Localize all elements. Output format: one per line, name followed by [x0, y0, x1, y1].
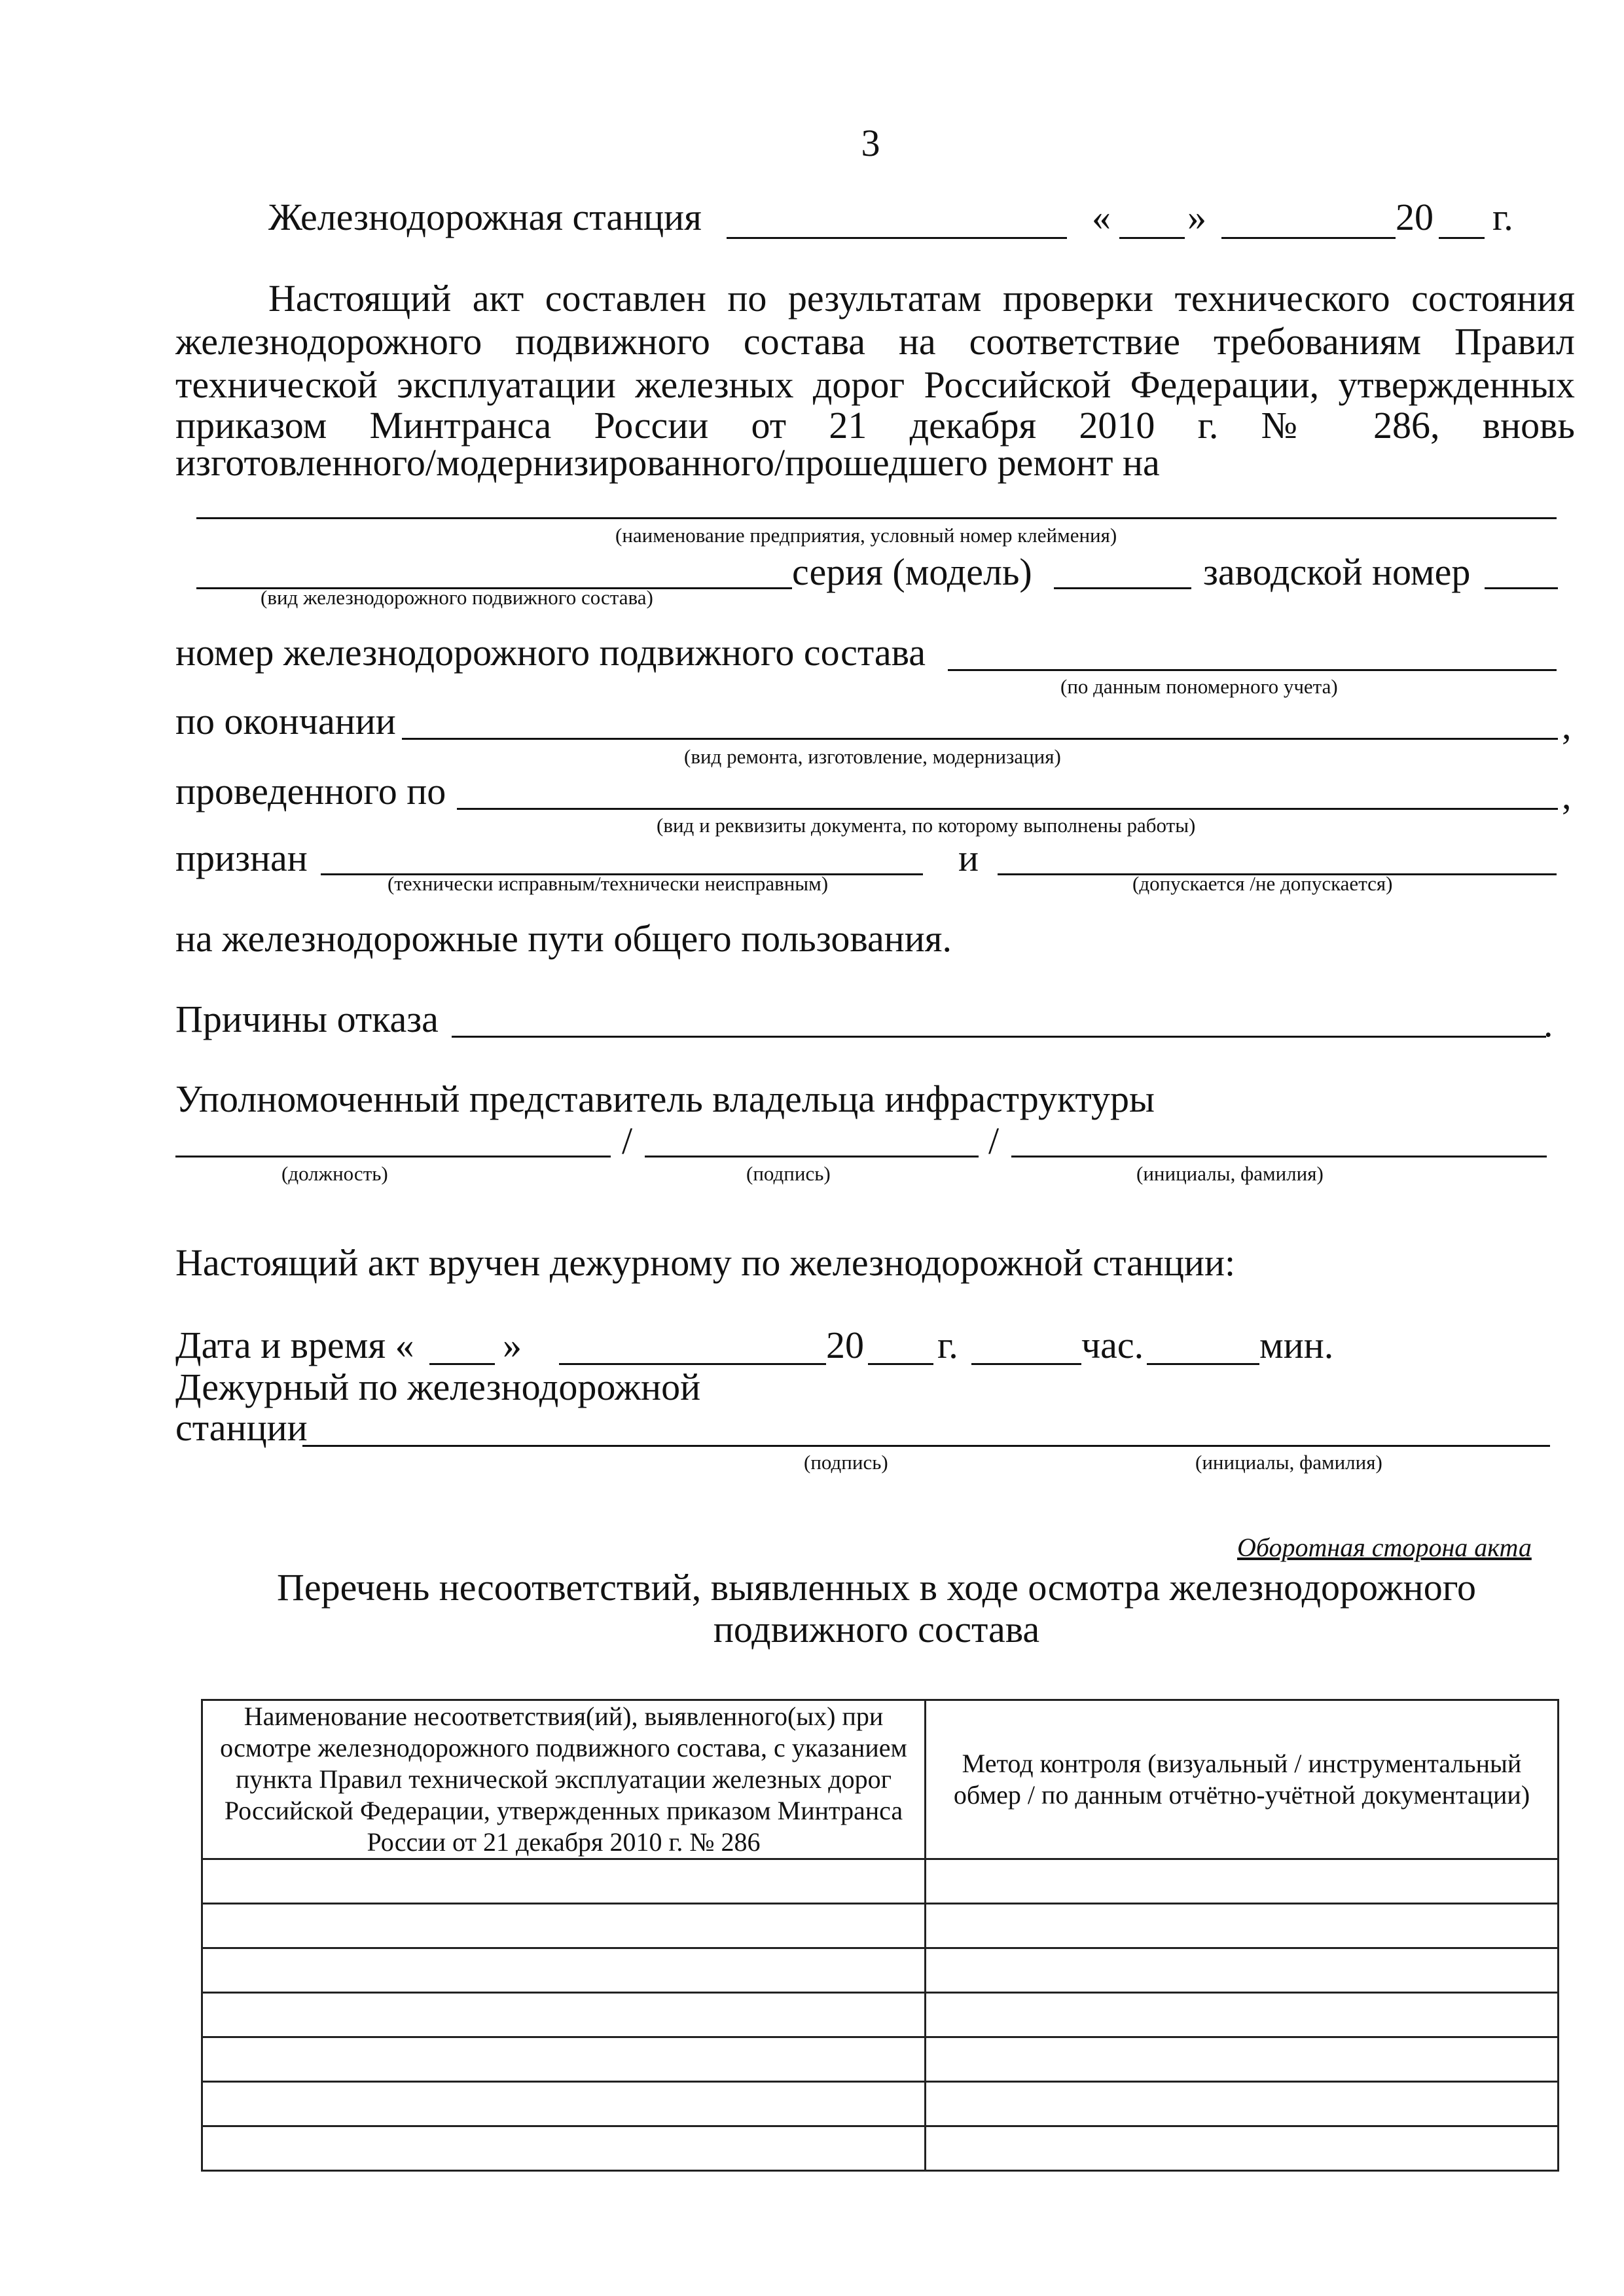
duty-name-hint: (инициалы, фамилия)	[1195, 1451, 1382, 1474]
table-cell[interactable]	[202, 2126, 926, 2171]
table-cell[interactable]	[926, 2126, 1559, 2171]
duty-officer-line-2: станции	[175, 1406, 308, 1449]
representative-slash-2: /	[988, 1120, 1000, 1162]
table-row	[202, 1859, 1559, 1904]
table-header-control-method: Метод контроля (визуальный / инструментальный обмер / по данным отчётно-учётной документации)	[926, 1700, 1559, 1859]
date-day-blank[interactable]	[1119, 237, 1185, 239]
refusal-blank[interactable]	[452, 1036, 1546, 1038]
table-cell[interactable]	[926, 1993, 1559, 2037]
series-blank[interactable]	[1054, 587, 1191, 589]
handover-year-suffix: г.	[937, 1324, 958, 1366]
nonconformity-table	[201, 1699, 1559, 2172]
handover-minutes-label: мин.	[1259, 1324, 1334, 1366]
handover-year-blank[interactable]	[868, 1363, 933, 1365]
duty-officer-blank[interactable]	[302, 1445, 1550, 1447]
representative-signature-hint: (подпись)	[746, 1162, 831, 1185]
representative-position-hint: (должность)	[281, 1162, 388, 1185]
table-cell[interactable]	[202, 1859, 926, 1904]
conducted-comma: ,	[1562, 774, 1572, 817]
representative-name-hint: (инициалы, фамилия)	[1136, 1162, 1324, 1185]
handover-text: Настоящий акт вручен дежурному по железнодорожной станции:	[175, 1241, 1236, 1284]
enterprise-blank[interactable]	[196, 517, 1557, 519]
conducted-hint: (вид и реквизиты документа, по которому выполнены работы)	[657, 814, 1196, 837]
handover-date-label: Дата и время «	[175, 1324, 414, 1366]
table-row	[202, 1948, 1559, 1993]
table-header-nonconformity: Наименование несоответствия(ий), выявленного(ых) при осмотре железнодорожного подвижного состава, с указанием пункта Правил технической эксплуатации железных дорог Российской Федерации, утвержденных приказом Минтранса России от 21 декабря 2010 г. № 286	[202, 1700, 926, 1859]
series-label: серия (модель)	[792, 551, 1032, 593]
refusal-period: .	[1543, 1002, 1553, 1045]
rolling-stock-type-hint: (вид железнодорожного подвижного состава)	[261, 586, 653, 609]
date-quote-close: »	[1187, 196, 1206, 238]
rolling-stock-number-label: номер железнодорожного подвижного состава	[175, 631, 926, 674]
table-row	[202, 2082, 1559, 2126]
reverse-title-line-1: Перечень несоответствий, выявленных в ходе осмотра железнодорожного	[276, 1566, 1477, 1609]
table-cell[interactable]	[926, 1859, 1559, 1904]
handover-day-blank[interactable]	[429, 1363, 495, 1365]
table-cell[interactable]	[202, 1993, 926, 2037]
table-row	[202, 1904, 1559, 1948]
handover-minutes-blank[interactable]	[1147, 1363, 1259, 1365]
completion-label: по окончании	[175, 700, 396, 742]
refusal-label: Причины отказа	[175, 998, 439, 1040]
handover-quote-close: »	[503, 1324, 522, 1366]
table-row	[202, 2037, 1559, 2082]
conducted-blank[interactable]	[457, 808, 1558, 810]
table-cell[interactable]	[202, 1904, 926, 1948]
table-cell[interactable]	[926, 1948, 1559, 1993]
recognized-label: признан	[175, 837, 308, 879]
factory-number-blank[interactable]	[1485, 587, 1558, 589]
intro-line-4: приказом Минтранса России от 21 декабря 2010 г. № 286, вновь	[175, 404, 1575, 446]
station-label: Железнодорожная станция	[268, 196, 702, 238]
table-row	[202, 1993, 1559, 2037]
factory-number-label: заводской номер	[1203, 551, 1471, 593]
intro-line-2: железнодорожного подвижного состава на соответствие требованиям Правил	[175, 320, 1575, 363]
station-blank[interactable]	[727, 237, 1067, 239]
enterprise-hint: (наименование предприятия, условный номер клеймения)	[615, 524, 1117, 547]
table-header-row	[202, 1700, 1559, 1859]
date-month-blank[interactable]	[1221, 237, 1396, 239]
public-tracks-text: на железнодорожные пути общего пользования.	[175, 917, 952, 960]
handover-hours-blank[interactable]	[971, 1363, 1081, 1365]
rolling-stock-number-hint: (по данным пономерного учета)	[1060, 675, 1338, 698]
representative-name-blank[interactable]	[1011, 1156, 1547, 1157]
rolling-stock-number-blank[interactable]	[948, 669, 1557, 671]
date-quote-open: «	[1092, 196, 1111, 238]
intro-line-1: Настоящий акт составлен по результатам проверки технического состояния	[268, 277, 1575, 319]
and-label: и	[958, 837, 979, 879]
year-prefix: 20	[1396, 196, 1434, 238]
year-blank[interactable]	[1439, 237, 1485, 239]
completion-hint: (вид ремонта, изготовление, модернизация)	[684, 745, 1061, 768]
table-cell[interactable]	[202, 2037, 926, 2082]
condition-hint: (технически исправным/технически неисправным)	[388, 872, 829, 895]
duty-officer-line-1: Дежурный по железнодорожной	[175, 1366, 701, 1408]
completion-blank[interactable]	[402, 738, 1558, 740]
handover-hours-label: час.	[1081, 1324, 1144, 1366]
handover-month-blank[interactable]	[559, 1363, 826, 1365]
conducted-label: проведенного по	[175, 770, 446, 812]
table-row	[202, 2126, 1559, 2171]
page-number: 3	[861, 122, 880, 164]
intro-line-5: изготовленного/модернизированного/прошедшего ремонт на	[175, 441, 1160, 484]
table-cell[interactable]	[202, 1948, 926, 1993]
representative-signature-blank[interactable]	[645, 1156, 979, 1157]
reverse-side-label: Оборотная сторона акта	[1237, 1533, 1532, 1562]
table-cell[interactable]	[926, 1904, 1559, 1948]
table-cell[interactable]	[202, 2082, 926, 2126]
intro-line-3: технической эксплуатации железных дорог Российской Федерации, утвержденных	[175, 363, 1575, 406]
duty-signature-hint: (подпись)	[804, 1451, 888, 1474]
table-cell[interactable]	[926, 2082, 1559, 2126]
year-suffix: г.	[1492, 196, 1513, 238]
admission-hint: (допускается /не допускается)	[1132, 872, 1393, 895]
representative-slash-1: /	[622, 1120, 633, 1162]
reverse-title-line-2: подвижного состава	[713, 1608, 1040, 1650]
handover-year-prefix: 20	[826, 1324, 864, 1366]
representative-title: Уполномоченный представитель владельца инфраструктуры	[175, 1078, 1155, 1120]
representative-position-blank[interactable]	[175, 1156, 611, 1157]
completion-comma: ,	[1562, 704, 1572, 747]
table-cell[interactable]	[926, 2037, 1559, 2082]
